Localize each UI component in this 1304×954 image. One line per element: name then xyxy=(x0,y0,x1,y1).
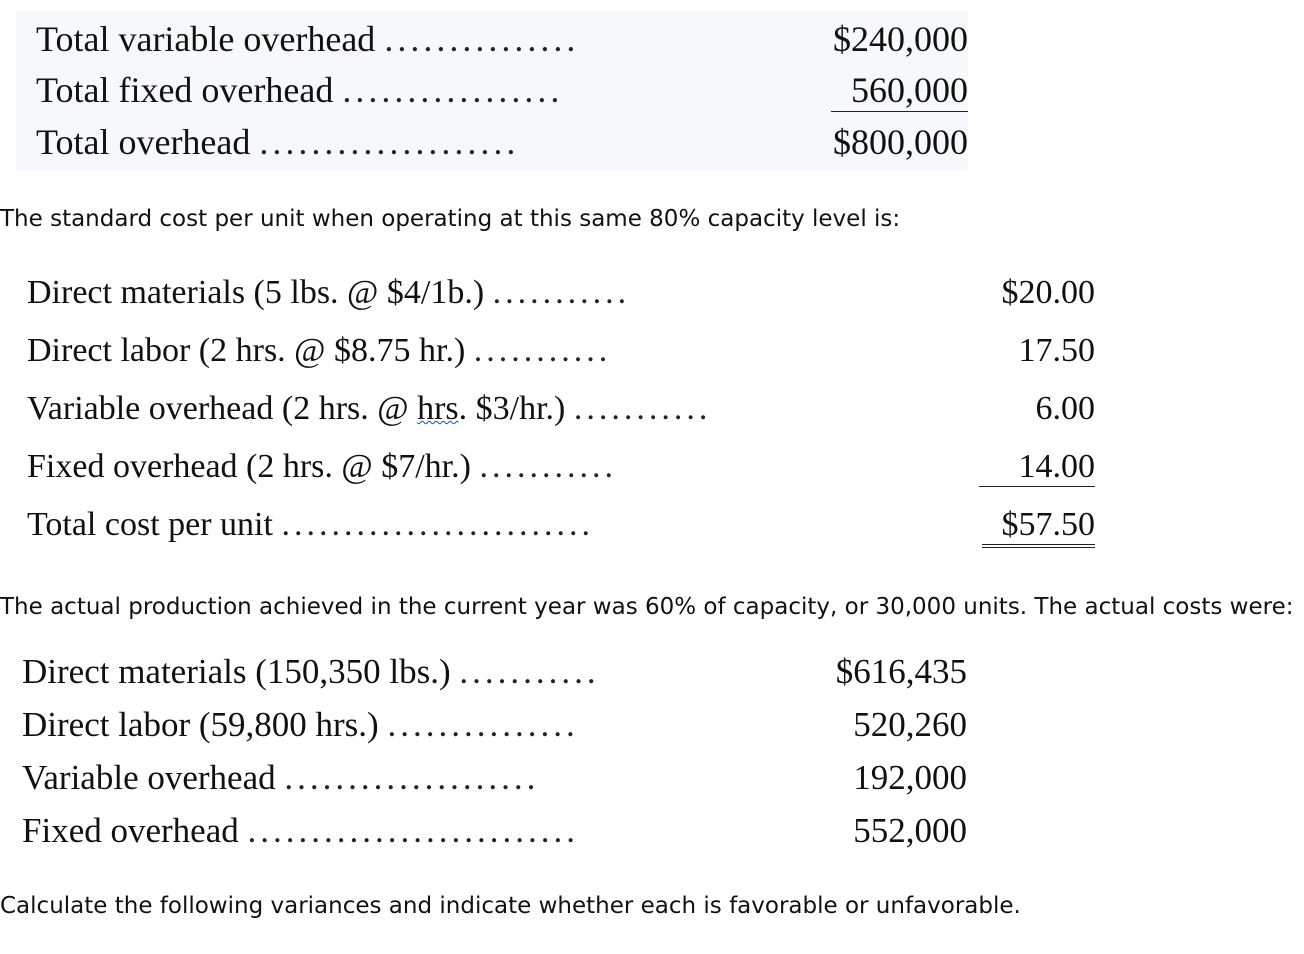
actual-row-labor xyxy=(22,705,967,755)
row-label: Total variable overhead xyxy=(36,19,376,59)
leader-dots: ............... xyxy=(384,19,580,59)
standard-row-variable-overhead xyxy=(27,390,1095,440)
overhead-row-fixed xyxy=(36,69,968,117)
row-value: 14.00 xyxy=(979,448,1096,487)
leader-dots: .................... xyxy=(259,122,520,162)
row-value: $57.50 xyxy=(982,506,1096,548)
leader-dots: ............... xyxy=(387,705,579,744)
actual-row-variable-overhead xyxy=(22,758,967,808)
actual-row-materials xyxy=(22,652,967,702)
leader-dots: ........... xyxy=(459,652,600,691)
row-label: Fixed overhead (2 hrs. @ $7/hr.) xyxy=(27,448,471,485)
standard-row-labor xyxy=(27,332,1095,382)
leader-dots: ........... xyxy=(573,390,712,427)
standard-row-fixed-overhead xyxy=(27,448,1095,498)
row-value: $20.00 xyxy=(1001,274,1095,311)
row-label: Direct materials (5 lbs. @ $4/1b.) xyxy=(27,274,485,311)
standard-row-materials xyxy=(27,274,1095,324)
row-label-part: . $3/hr.) xyxy=(458,390,566,427)
row-label: Direct materials (150,350 lbs.) xyxy=(22,652,451,691)
row-label: Fixed overhead xyxy=(22,811,239,850)
row-value: 17.50 xyxy=(1018,332,1095,369)
actual-row-fixed-overhead xyxy=(22,811,967,861)
row-value: 552,000 xyxy=(853,811,967,850)
row-value: $800,000 xyxy=(833,122,968,162)
leader-dots: ........... xyxy=(473,332,612,369)
row-label: Direct labor (2 hrs. @ $8.75 hr.) xyxy=(27,332,466,369)
intro-actual-text: The actual production achieved in the current year was 60% of capacity, or 30,000 units. The actual costs were: xyxy=(0,594,1294,620)
spellcheck-flagged-word: hrs xyxy=(417,390,459,427)
overhead-summary-table xyxy=(16,10,968,170)
row-value: $616,435 xyxy=(835,652,967,691)
leader-dots: ................. xyxy=(342,70,564,110)
leader-dots: .................... xyxy=(284,758,540,797)
row-label: Direct labor (59,800 hrs.) xyxy=(22,705,379,744)
intro-standard-text: The standard cost per unit when operating at this same 80% capacity level is: xyxy=(0,206,901,232)
row-label: Total fixed overhead xyxy=(36,70,334,110)
row-value: 520,260 xyxy=(853,705,967,744)
standard-row-total xyxy=(27,506,1095,556)
leader-dots: .......................... xyxy=(247,811,579,850)
overhead-row-variable xyxy=(36,18,968,66)
leader-dots: ........... xyxy=(492,274,631,311)
row-value: 6.00 xyxy=(1035,390,1095,427)
instruction-text: Calculate the following variances and indicate whether each is favorable or unfavorable. xyxy=(0,893,1021,919)
row-label: Total cost per unit xyxy=(27,506,273,543)
leader-dots: ......................... xyxy=(281,506,594,543)
row-value: 560,000 xyxy=(831,69,968,112)
overhead-row-total xyxy=(36,121,968,169)
leader-dots: ........... xyxy=(479,448,617,485)
row-label: Total overhead xyxy=(36,122,251,162)
row-label: Variable overhead xyxy=(22,758,276,797)
row-label-part: Variable overhead (2 hrs. @ xyxy=(27,390,418,427)
row-value: 192,000 xyxy=(853,758,967,797)
row-value: $240,000 xyxy=(833,19,968,59)
